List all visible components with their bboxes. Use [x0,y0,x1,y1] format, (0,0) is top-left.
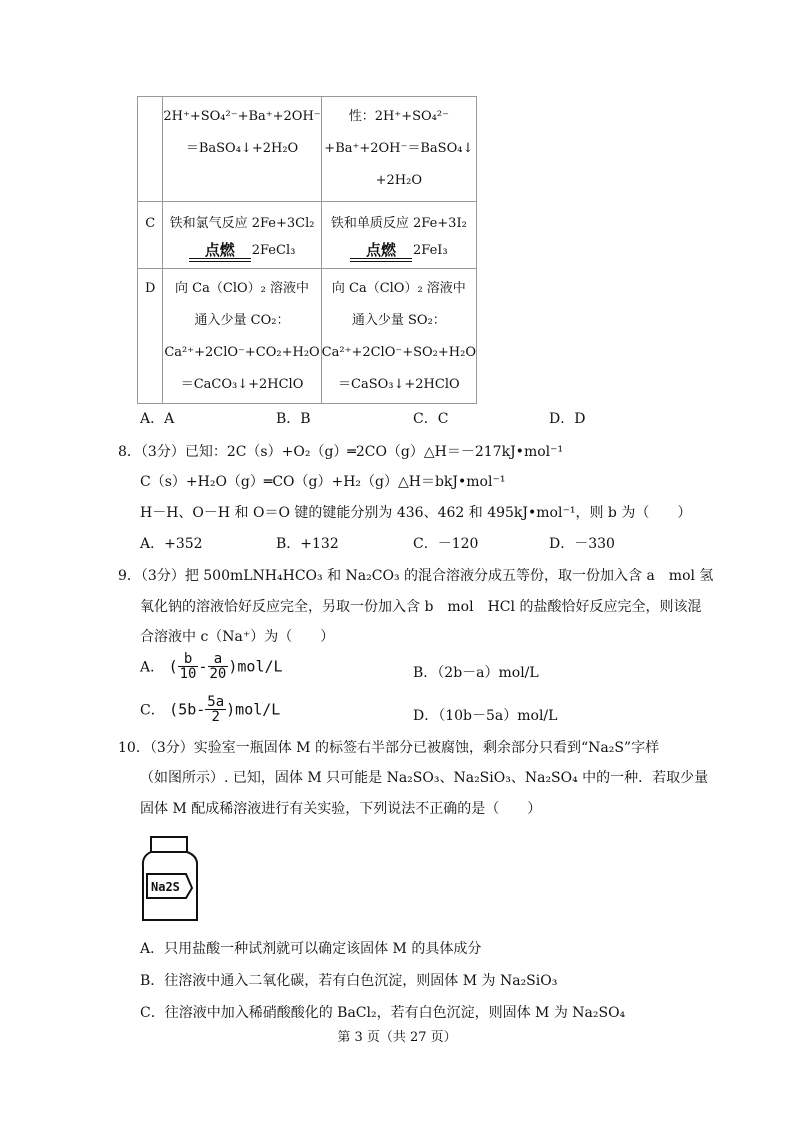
q7-option-d[interactable]: D．D [549,411,586,427]
condition-label: 点燃 [366,241,397,259]
cell-line: 通入少量 CO₂： [194,313,290,328]
row-label: C [138,202,163,269]
q10-option-a[interactable]: A．只用盐酸一种试剂就可以确定该固体 M 的具体成分 [140,941,482,957]
reaction-arrow [189,242,251,262]
q10-stem-line: （如图所示）. 已知，固体 M 只可能是 Na₂SO₃、Na₂SiO₃、Na₂SO₄ 中的一种．若取少量 [140,770,709,786]
q8-option-b[interactable]: B．+132 [276,536,339,552]
table-cell [321,97,476,202]
fraction: $\frac{b}{10}$ [179,651,197,682]
product: 2FeI₃ [413,243,448,258]
q9-stem-line: 氧化钠的溶液恰好反应完全，另取一份加入含 b mol HCl 的盐酸恰好反应完全，则该混 [140,599,702,615]
fraction: $\frac{a}{20}$ [209,651,227,682]
cell-line: 2H⁺+SO₄²⁻+Ba⁺+2OH⁻ [163,109,321,124]
product: 2FeCl₃ [251,243,296,258]
q7-option-b[interactable]: B．B [276,411,311,427]
table-cell [321,269,476,404]
q7-option-a[interactable]: A．A [140,411,175,427]
cell-line [322,240,476,262]
q8-option-c[interactable]: C．－120 [413,536,479,552]
table-row [138,269,477,404]
cell-line: 铁和氯气反应 2Fe+3Cl₂ [169,216,315,231]
q9-stem-line: 9．（3分）把 500mLNH₄HCO₃ 和 Na₂CO₃ 的混合溶液分成五等份，取一份加入含 a mol 氢 [118,568,714,584]
cell-line: 向 Ca（ClO）₂ 溶液中 [331,281,466,296]
cell-line: ＝BaSO₄↓+2H₂O [185,141,299,156]
cell-line: Ca²⁺+2ClO⁻+CO₂+H₂O [164,345,320,360]
cell-line: 通入少量 SO₂： [351,313,446,328]
reagent-bottle-icon [140,836,202,922]
q9-option-b[interactable]: B．（2b－a）mol/L [413,665,539,681]
cell-line: 向 Ca（ClO）₂ 溶液中 [175,281,309,296]
condition-label: 点燃 [204,241,235,259]
cell-line: ＝CaCO₃↓+2HClO [180,377,304,392]
q8-option-a[interactable]: A．+352 [140,536,203,552]
q10-stem-line: 10．（3分）实验室一瓶固体 M 的标签右半部分已被腐蚀，剩余部分只看到“Na₂S”字样 [118,740,660,756]
q8-stem-line: C（s）+H₂O（g）═CO（g）+H₂（g）△H＝bkJ•mol⁻¹ [140,474,506,490]
cell-line: 铁和单质反应 2Fe+3I₂ [330,216,467,231]
table-cell [163,97,321,202]
q10-option-c[interactable]: C．往溶液中加入稀硝酸酸化的 BaCl₂，若有白色沉淀，则固体 M 为 Na₂SO₄ [140,1005,626,1021]
table-row [138,97,477,202]
q9-option-c[interactable]: C． (5b- $\frac{5a}{2}$ )mol/L [140,694,281,725]
row-label: D [138,269,163,404]
table-cell [163,202,321,269]
table-cell [163,269,321,404]
q9-option-a[interactable]: A． ( $\frac{b}{10}$ - $\frac{a}{20}$ )mol/L [140,651,283,682]
cell-line: ＝CaSO₃↓+2HClO [338,377,460,392]
cell-line [163,240,320,262]
bottle-label: Na2S [151,880,180,894]
q7-option-c[interactable]: C．C [413,411,449,427]
q10-option-b[interactable]: B．往溶液中通入二氧化碳，若有白色沉淀，则固体 M 为 Na₂SiO₃ [140,973,558,989]
q7-reaction-table [137,96,477,404]
table-cell [321,202,476,269]
table-row [138,202,477,269]
q9-option-d[interactable]: D．（10b－5a）mol/L [413,708,558,724]
fraction: $\frac{5a}{2}$ [207,694,225,725]
cell-line: +2H₂O [375,173,423,188]
q8-stem-line: 8．（3分）已知：2C（s）+O₂（g）═2CO（g）△H＝－217kJ•mol⁻¹ [118,444,564,460]
cell-line: +Ba⁺+2OH⁻＝BaSO₄↓ [324,141,474,156]
cell-line: 性：2H⁺+SO₄²⁻ [348,109,449,124]
q10-stem-line: 固体 M 配成稀溶液进行有关实验，下列说法不正确的是（ ） [140,801,542,817]
cell-line: Ca²⁺+2ClO⁻+SO₂+H₂O [321,345,476,360]
row-label [138,97,163,202]
page-footer: 第 3 页（共 27 页） [337,1030,457,1045]
q8-option-d[interactable]: D．－330 [549,536,615,552]
reaction-arrow [350,242,412,262]
q9-stem-line: 合溶液中 c（Na⁺）为（ ） [140,629,335,645]
q8-stem-line: H－H、O－H 和 O＝O 键的键能分别为 436、462 和 495kJ•mol⁻¹，则 b 为（ ） [140,505,692,521]
